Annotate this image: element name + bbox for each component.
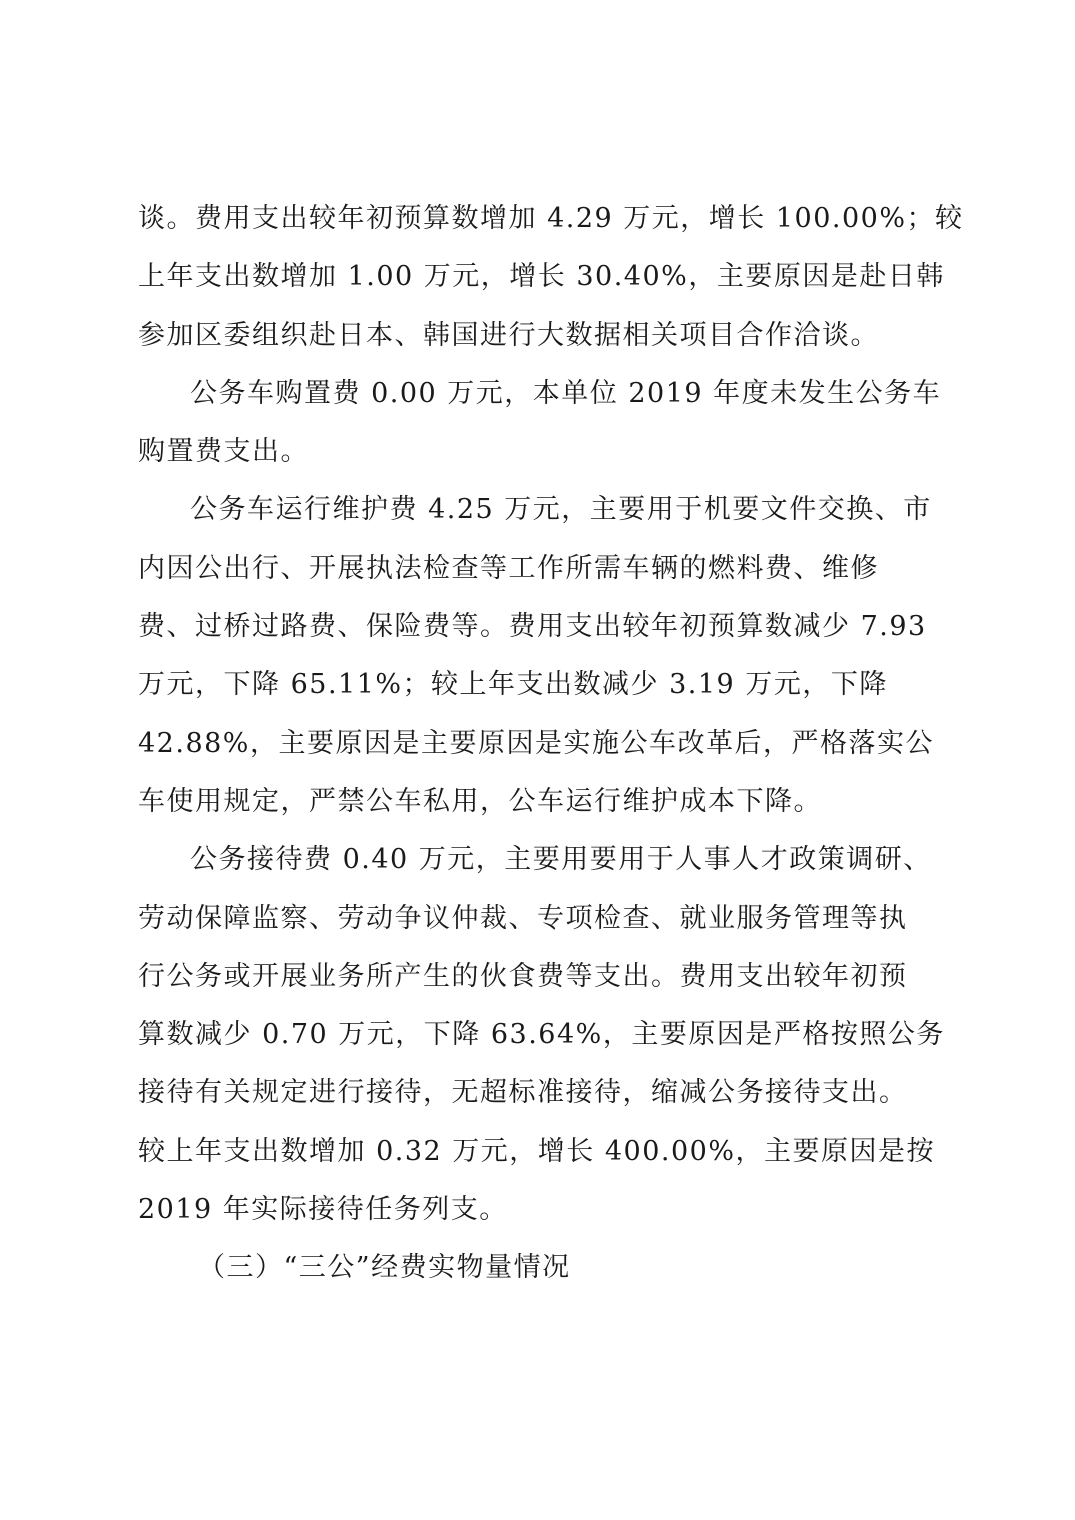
- text-line: 内因公出行、开展执法检查等工作所需车辆的燃料费、维修: [138, 552, 879, 584]
- section-heading: （三）“三公”经费实物量情况: [198, 1252, 571, 1284]
- text-line: 行公务或开展业务所产生的伙食费等支出。费用支出较年初预: [138, 960, 908, 992]
- text-line: 万元，下降 65.11%；较上年支出数减少 3.19 万元，下降: [138, 669, 888, 701]
- text-line: 较上年支出数增加 0.32 万元，增长 400.00%，主要原因是按: [138, 1135, 935, 1167]
- text-line: 参加区委组织赴日本、韩国进行大数据相关项目合作洽谈。: [138, 319, 879, 351]
- document-body: [138, 190, 964, 1298]
- text-line: 劳动保障监察、劳动争议仲裁、专项检查、就业服务管理等执: [138, 902, 908, 934]
- text-line: 购置费支出。: [138, 436, 309, 468]
- paragraph-start-line: 公务车运行维护费 4.25 万元，主要用于机要文件交换、市: [190, 494, 932, 526]
- text-line: 谈。费用支出较年初预算数增加 4.29 万元，增长 100.00%；较: [138, 203, 964, 234]
- text-line: 车使用规定，严禁公车私用，公车运行维护成本下降。: [138, 785, 822, 817]
- text-line: 算数减少 0.70 万元，下降 63.64%，主要原因是严格按照公务: [138, 1019, 945, 1051]
- text-line: 费、过桥过路费、保险费等。费用支出较年初预算数减少 7.93: [138, 611, 927, 643]
- text-line: 42.88%，主要原因是主要原因是实施公车改革后，严格落实公: [138, 727, 934, 759]
- paragraph-start-line: 公务车购置费 0.00 万元，本单位 2019 年度未发生公务车: [190, 377, 942, 409]
- text-line: 上年支出数增加 1.00 万元，增长 30.40%，主要原因是赴日韩: [138, 261, 945, 293]
- text-line: 2019 年实际接待任务列支。: [138, 1194, 508, 1226]
- paragraph-start-line: 公务接待费 0.40 万元，主要用要用于人事人才政策调研、: [190, 844, 932, 876]
- text-line: 接待有关规定进行接待，无超标准接待，缩减公务接待支出。: [138, 1077, 908, 1109]
